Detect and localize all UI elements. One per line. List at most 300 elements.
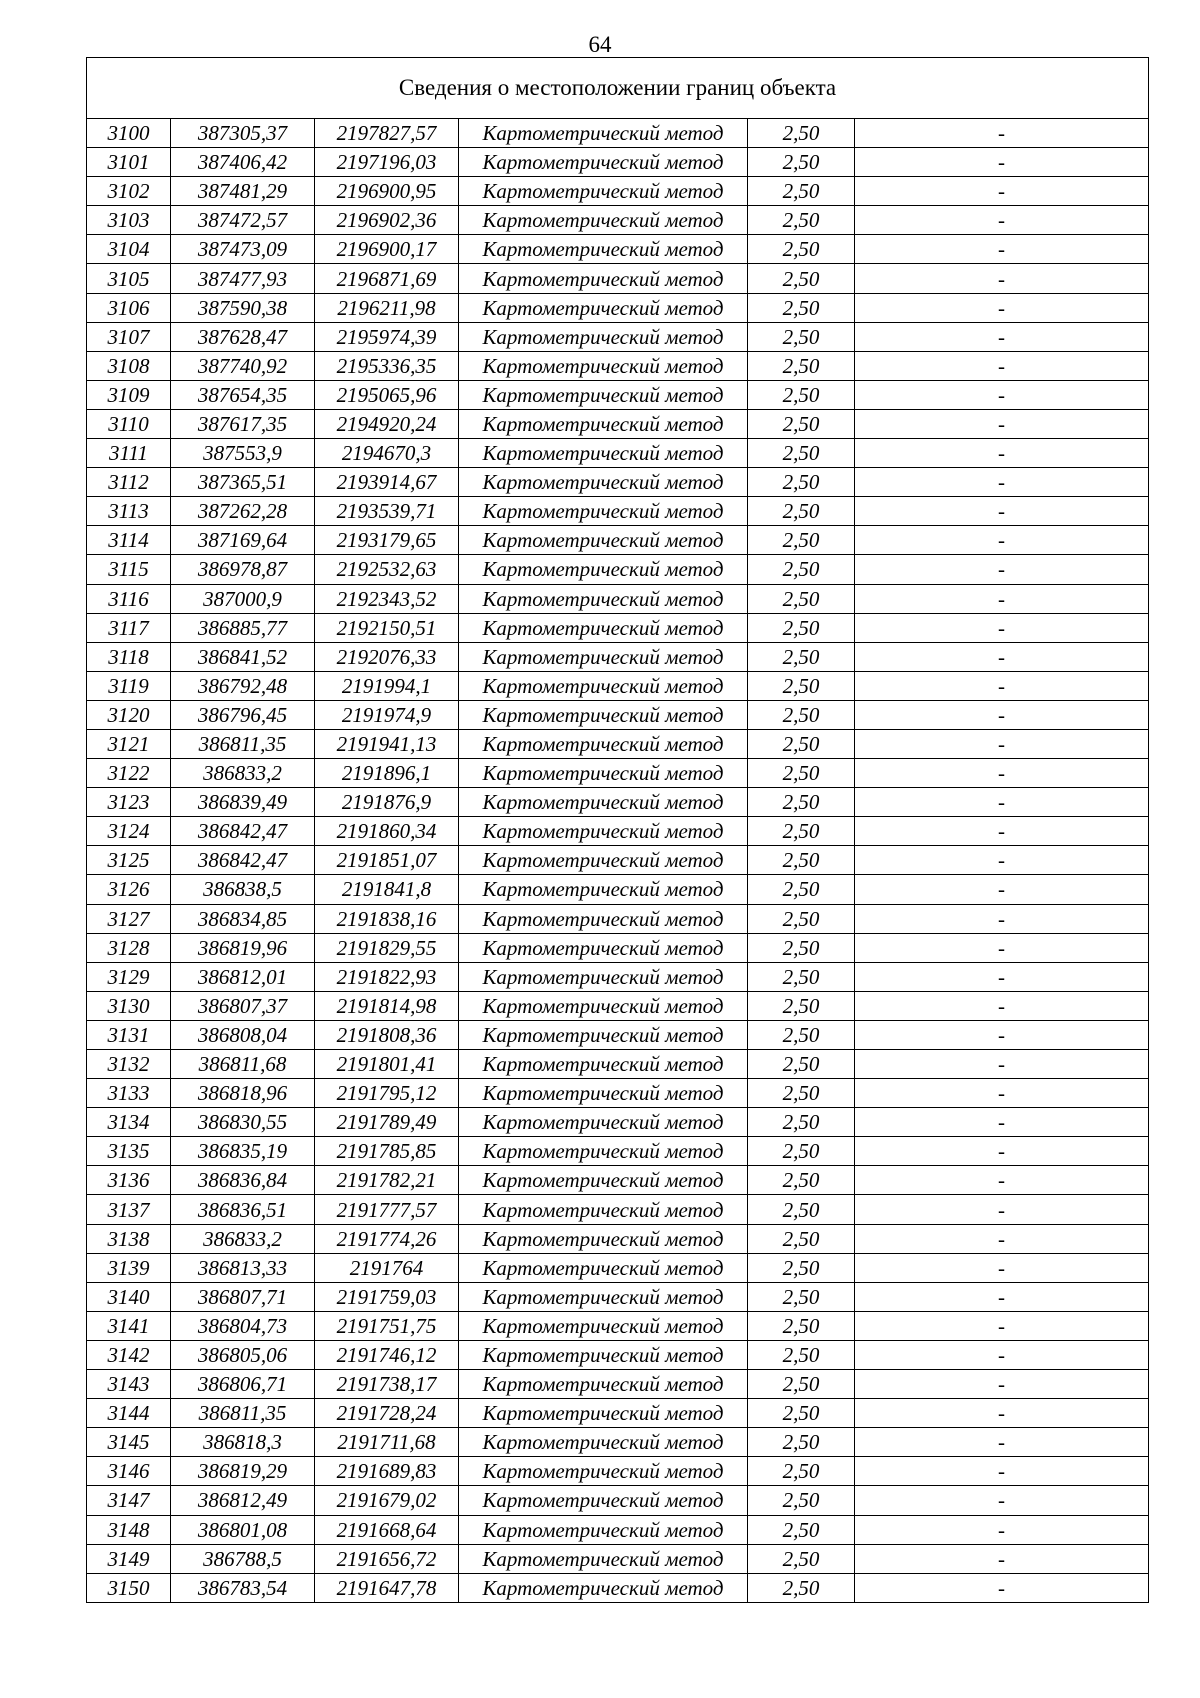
point-number-cell: 3107 [87,322,171,351]
y-coordinate-cell: 2193539,71 [315,497,459,526]
method-cell: Картометрический метод [459,1166,748,1195]
method-cell: Картометрический метод [459,1020,748,1049]
method-cell: Картометрический метод [459,409,748,438]
description-cell: - [855,293,1149,322]
accuracy-cell: 2,50 [748,293,855,322]
method-cell: Картометрический метод [459,817,748,846]
table-row [87,409,1149,438]
point-number-cell: 3101 [87,148,171,177]
method-cell: Картометрический метод [459,1428,748,1457]
x-coordinate-cell: 387000,9 [171,584,315,613]
y-coordinate-cell: 2195065,96 [315,380,459,409]
table-row [87,148,1149,177]
y-coordinate-cell: 2191896,1 [315,759,459,788]
description-cell: - [855,177,1149,206]
accuracy-cell: 2,50 [748,322,855,351]
accuracy-cell: 2,50 [748,497,855,526]
description-cell: - [855,613,1149,642]
description-cell: - [855,846,1149,875]
point-number-cell: 3108 [87,351,171,380]
table-title-row [87,58,1149,119]
x-coordinate-cell: 387553,9 [171,439,315,468]
point-number-cell: 3125 [87,846,171,875]
method-cell: Картометрический метод [459,206,748,235]
accuracy-cell: 2,50 [748,1224,855,1253]
accuracy-cell: 2,50 [748,380,855,409]
description-cell: - [855,817,1149,846]
description-cell: - [855,962,1149,991]
description-cell: - [855,1137,1149,1166]
point-number-cell: 3135 [87,1137,171,1166]
point-number-cell: 3134 [87,1108,171,1137]
y-coordinate-cell: 2197827,57 [315,119,459,148]
point-number-cell: 3105 [87,264,171,293]
table-row [87,1224,1149,1253]
accuracy-cell: 2,50 [748,264,855,293]
x-coordinate-cell: 386885,77 [171,613,315,642]
description-cell: - [855,671,1149,700]
x-coordinate-cell: 387628,47 [171,322,315,351]
point-number-cell: 3113 [87,497,171,526]
table-row [87,1515,1149,1544]
method-cell: Картометрический метод [459,1544,748,1573]
x-coordinate-cell: 387305,37 [171,119,315,148]
accuracy-cell: 2,50 [748,1253,855,1282]
table-row [87,1108,1149,1137]
table-row [87,1195,1149,1224]
y-coordinate-cell: 2196902,36 [315,206,459,235]
accuracy-cell: 2,50 [748,875,855,904]
method-cell: Картометрический метод [459,1486,748,1515]
method-cell: Картометрический метод [459,1515,748,1544]
y-coordinate-cell: 2196900,17 [315,235,459,264]
table-row [87,380,1149,409]
description-cell: - [855,1340,1149,1369]
point-number-cell: 3106 [87,293,171,322]
y-coordinate-cell: 2191711,68 [315,1428,459,1457]
y-coordinate-cell: 2191789,49 [315,1108,459,1137]
x-coordinate-cell: 386838,5 [171,875,315,904]
table-row [87,875,1149,904]
x-coordinate-cell: 386783,54 [171,1573,315,1602]
y-coordinate-cell: 2191764 [315,1253,459,1282]
method-cell: Картометрический метод [459,322,748,351]
point-number-cell: 3143 [87,1370,171,1399]
x-coordinate-cell: 387617,35 [171,409,315,438]
description-cell: - [855,1253,1149,1282]
point-number-cell: 3145 [87,1428,171,1457]
table-row [87,264,1149,293]
x-coordinate-cell: 387740,92 [171,351,315,380]
method-cell: Картометрический метод [459,671,748,700]
accuracy-cell: 2,50 [748,1137,855,1166]
x-coordinate-cell: 386813,33 [171,1253,315,1282]
y-coordinate-cell: 2192343,52 [315,584,459,613]
method-cell: Картометрический метод [459,642,748,671]
y-coordinate-cell: 2191795,12 [315,1079,459,1108]
accuracy-cell: 2,50 [748,148,855,177]
y-coordinate-cell: 2196871,69 [315,264,459,293]
description-cell: - [855,875,1149,904]
accuracy-cell: 2,50 [748,526,855,555]
method-cell: Картометрический метод [459,497,748,526]
x-coordinate-cell: 386812,49 [171,1486,315,1515]
description-cell: - [855,729,1149,758]
accuracy-cell: 2,50 [748,468,855,497]
description-cell: - [855,555,1149,584]
x-coordinate-cell: 387406,42 [171,148,315,177]
x-coordinate-cell: 386792,48 [171,671,315,700]
description-cell: - [855,148,1149,177]
table-row [87,322,1149,351]
accuracy-cell: 2,50 [748,1108,855,1137]
point-number-cell: 3140 [87,1282,171,1311]
method-cell: Картометрический метод [459,380,748,409]
method-cell: Картометрический метод [459,962,748,991]
method-cell: Картометрический метод [459,1224,748,1253]
accuracy-cell: 2,50 [748,933,855,962]
method-cell: Картометрический метод [459,1137,748,1166]
accuracy-cell: 2,50 [748,555,855,584]
y-coordinate-cell: 2191851,07 [315,846,459,875]
point-number-cell: 3103 [87,206,171,235]
x-coordinate-cell: 386801,08 [171,1515,315,1544]
table-row [87,293,1149,322]
point-number-cell: 3138 [87,1224,171,1253]
y-coordinate-cell: 2197196,03 [315,148,459,177]
accuracy-cell: 2,50 [748,1428,855,1457]
description-cell: - [855,1050,1149,1079]
accuracy-cell: 2,50 [748,759,855,788]
method-cell: Картометрический метод [459,1253,748,1282]
x-coordinate-cell: 387477,93 [171,264,315,293]
table-row [87,700,1149,729]
method-cell: Картометрический метод [459,1108,748,1137]
point-number-cell: 3131 [87,1020,171,1049]
x-coordinate-cell: 386835,19 [171,1137,315,1166]
point-number-cell: 3100 [87,119,171,148]
point-number-cell: 3102 [87,177,171,206]
method-cell: Картометрический метод [459,933,748,962]
point-number-cell: 3141 [87,1311,171,1340]
table-body [87,58,1149,1603]
description-cell: - [855,1428,1149,1457]
method-cell: Картометрический метод [459,904,748,933]
method-cell: Картометрический метод [459,1195,748,1224]
accuracy-cell: 2,50 [748,1370,855,1399]
table-row [87,1457,1149,1486]
point-number-cell: 3112 [87,468,171,497]
x-coordinate-cell: 386819,29 [171,1457,315,1486]
accuracy-cell: 2,50 [748,1050,855,1079]
table-row [87,788,1149,817]
accuracy-cell: 2,50 [748,1399,855,1428]
description-cell: - [855,1311,1149,1340]
x-coordinate-cell: 386812,01 [171,962,315,991]
table-row [87,555,1149,584]
y-coordinate-cell: 2191974,9 [315,700,459,729]
y-coordinate-cell: 2191860,34 [315,817,459,846]
point-number-cell: 3132 [87,1050,171,1079]
y-coordinate-cell: 2191808,36 [315,1020,459,1049]
accuracy-cell: 2,50 [748,846,855,875]
accuracy-cell: 2,50 [748,1195,855,1224]
method-cell: Картометрический метод [459,555,748,584]
description-cell: - [855,584,1149,613]
x-coordinate-cell: 386833,2 [171,759,315,788]
point-number-cell: 3128 [87,933,171,962]
table-row [87,1166,1149,1195]
description-cell: - [855,1515,1149,1544]
point-number-cell: 3147 [87,1486,171,1515]
point-number-cell: 3144 [87,1399,171,1428]
description-cell: - [855,1486,1149,1515]
point-number-cell: 3104 [87,235,171,264]
point-number-cell: 3126 [87,875,171,904]
y-coordinate-cell: 2193914,67 [315,468,459,497]
method-cell: Картометрический метод [459,1311,748,1340]
table-row [87,439,1149,468]
point-number-cell: 3149 [87,1544,171,1573]
table-row [87,729,1149,758]
x-coordinate-cell: 386842,47 [171,817,315,846]
x-coordinate-cell: 386811,68 [171,1050,315,1079]
y-coordinate-cell: 2196900,95 [315,177,459,206]
accuracy-cell: 2,50 [748,991,855,1020]
y-coordinate-cell: 2191656,72 [315,1544,459,1573]
x-coordinate-cell: 387169,64 [171,526,315,555]
table-row [87,759,1149,788]
point-number-cell: 3133 [87,1079,171,1108]
table-row [87,671,1149,700]
y-coordinate-cell: 2191774,26 [315,1224,459,1253]
y-coordinate-cell: 2191728,24 [315,1399,459,1428]
point-number-cell: 3122 [87,759,171,788]
table-title: Сведения о местоположении границ объекта [87,58,1149,119]
method-cell: Картометрический метод [459,875,748,904]
table-row [87,1079,1149,1108]
method-cell: Картометрический метод [459,526,748,555]
y-coordinate-cell: 2192150,51 [315,613,459,642]
table-row [87,351,1149,380]
x-coordinate-cell: 386811,35 [171,729,315,758]
y-coordinate-cell: 2194670,3 [315,439,459,468]
method-cell: Картометрический метод [459,613,748,642]
point-number-cell: 3142 [87,1340,171,1369]
table-row [87,962,1149,991]
table-row [87,991,1149,1020]
method-cell: Картометрический метод [459,991,748,1020]
table-row [87,497,1149,526]
accuracy-cell: 2,50 [748,642,855,671]
x-coordinate-cell: 386819,96 [171,933,315,962]
point-number-cell: 3111 [87,439,171,468]
table-row [87,904,1149,933]
description-cell: - [855,642,1149,671]
description-cell: - [855,1370,1149,1399]
description-cell: - [855,439,1149,468]
description-cell: - [855,788,1149,817]
table-row [87,1370,1149,1399]
point-number-cell: 3124 [87,817,171,846]
table-row [87,468,1149,497]
accuracy-cell: 2,50 [748,235,855,264]
method-cell: Картометрический метод [459,264,748,293]
table-row [87,817,1149,846]
description-cell: - [855,1399,1149,1428]
y-coordinate-cell: 2191738,17 [315,1370,459,1399]
accuracy-cell: 2,50 [748,729,855,758]
table-row [87,206,1149,235]
y-coordinate-cell: 2196211,98 [315,293,459,322]
method-cell: Картометрический метод [459,1370,748,1399]
method-cell: Картометрический метод [459,1050,748,1079]
description-cell: - [855,1020,1149,1049]
method-cell: Картометрический метод [459,293,748,322]
accuracy-cell: 2,50 [748,788,855,817]
point-number-cell: 3129 [87,962,171,991]
method-cell: Картометрический метод [459,1457,748,1486]
table-row [87,526,1149,555]
description-cell: - [855,991,1149,1020]
method-cell: Картометрический метод [459,1573,748,1602]
point-number-cell: 3121 [87,729,171,758]
table-row [87,119,1149,148]
point-number-cell: 3114 [87,526,171,555]
point-number-cell: 3118 [87,642,171,671]
table-row [87,613,1149,642]
point-number-cell: 3127 [87,904,171,933]
x-coordinate-cell: 386807,37 [171,991,315,1020]
x-coordinate-cell: 386978,87 [171,555,315,584]
description-cell: - [855,1166,1149,1195]
x-coordinate-cell: 387365,51 [171,468,315,497]
description-cell: - [855,1195,1149,1224]
accuracy-cell: 2,50 [748,613,855,642]
description-cell: - [855,1108,1149,1137]
accuracy-cell: 2,50 [748,206,855,235]
accuracy-cell: 2,50 [748,817,855,846]
accuracy-cell: 2,50 [748,671,855,700]
x-coordinate-cell: 386796,45 [171,700,315,729]
y-coordinate-cell: 2191838,16 [315,904,459,933]
accuracy-cell: 2,50 [748,584,855,613]
y-coordinate-cell: 2191668,64 [315,1515,459,1544]
y-coordinate-cell: 2191829,55 [315,933,459,962]
y-coordinate-cell: 2195336,35 [315,351,459,380]
x-coordinate-cell: 386841,52 [171,642,315,671]
x-coordinate-cell: 387590,38 [171,293,315,322]
accuracy-cell: 2,50 [748,1486,855,1515]
point-number-cell: 3120 [87,700,171,729]
x-coordinate-cell: 386808,04 [171,1020,315,1049]
description-cell: - [855,264,1149,293]
y-coordinate-cell: 2195974,39 [315,322,459,351]
y-coordinate-cell: 2191647,78 [315,1573,459,1602]
y-coordinate-cell: 2192076,33 [315,642,459,671]
description-cell: - [855,119,1149,148]
x-coordinate-cell: 387473,09 [171,235,315,264]
y-coordinate-cell: 2191782,21 [315,1166,459,1195]
x-coordinate-cell: 387654,35 [171,380,315,409]
y-coordinate-cell: 2191746,12 [315,1340,459,1369]
point-number-cell: 3115 [87,555,171,584]
table-row [87,177,1149,206]
accuracy-cell: 2,50 [748,1282,855,1311]
point-number-cell: 3117 [87,613,171,642]
method-cell: Картометрический метод [459,439,748,468]
accuracy-cell: 2,50 [748,904,855,933]
accuracy-cell: 2,50 [748,119,855,148]
point-number-cell: 3136 [87,1166,171,1195]
point-number-cell: 3123 [87,788,171,817]
table-row [87,1050,1149,1079]
accuracy-cell: 2,50 [748,351,855,380]
page-number: 64 [588,32,612,57]
description-cell: - [855,700,1149,729]
description-cell: - [855,759,1149,788]
accuracy-cell: 2,50 [748,1079,855,1108]
y-coordinate-cell: 2194920,24 [315,409,459,438]
x-coordinate-cell: 387472,57 [171,206,315,235]
table-row [87,1340,1149,1369]
x-coordinate-cell: 386834,85 [171,904,315,933]
point-number-cell: 3130 [87,991,171,1020]
description-cell: - [855,526,1149,555]
point-number-cell: 3146 [87,1457,171,1486]
x-coordinate-cell: 386836,51 [171,1195,315,1224]
x-coordinate-cell: 386818,96 [171,1079,315,1108]
y-coordinate-cell: 2191994,1 [315,671,459,700]
accuracy-cell: 2,50 [748,1340,855,1369]
table-row [87,235,1149,264]
x-coordinate-cell: 386805,06 [171,1340,315,1369]
description-cell: - [855,468,1149,497]
table-row [87,1399,1149,1428]
table-row [87,846,1149,875]
description-cell: - [855,380,1149,409]
description-cell: - [855,206,1149,235]
x-coordinate-cell: 386830,55 [171,1108,315,1137]
accuracy-cell: 2,50 [748,1457,855,1486]
x-coordinate-cell: 386833,2 [171,1224,315,1253]
method-cell: Картометрический метод [459,759,748,788]
x-coordinate-cell: 386788,5 [171,1544,315,1573]
method-cell: Картометрический метод [459,1340,748,1369]
point-number-cell: 3109 [87,380,171,409]
table-row [87,584,1149,613]
y-coordinate-cell: 2193179,65 [315,526,459,555]
method-cell: Картометрический метод [459,351,748,380]
point-number-cell: 3137 [87,1195,171,1224]
description-cell: - [855,904,1149,933]
table-row [87,1544,1149,1573]
description-cell: - [855,1573,1149,1602]
method-cell: Картометрический метод [459,1079,748,1108]
method-cell: Картометрический метод [459,148,748,177]
method-cell: Картометрический метод [459,468,748,497]
table-row [87,1486,1149,1515]
description-cell: - [855,497,1149,526]
method-cell: Картометрический метод [459,119,748,148]
description-cell: - [855,1224,1149,1253]
x-coordinate-cell: 386842,47 [171,846,315,875]
accuracy-cell: 2,50 [748,1544,855,1573]
method-cell: Картометрический метод [459,846,748,875]
y-coordinate-cell: 2191751,75 [315,1311,459,1340]
point-number-cell: 3148 [87,1515,171,1544]
x-coordinate-cell: 386836,84 [171,1166,315,1195]
